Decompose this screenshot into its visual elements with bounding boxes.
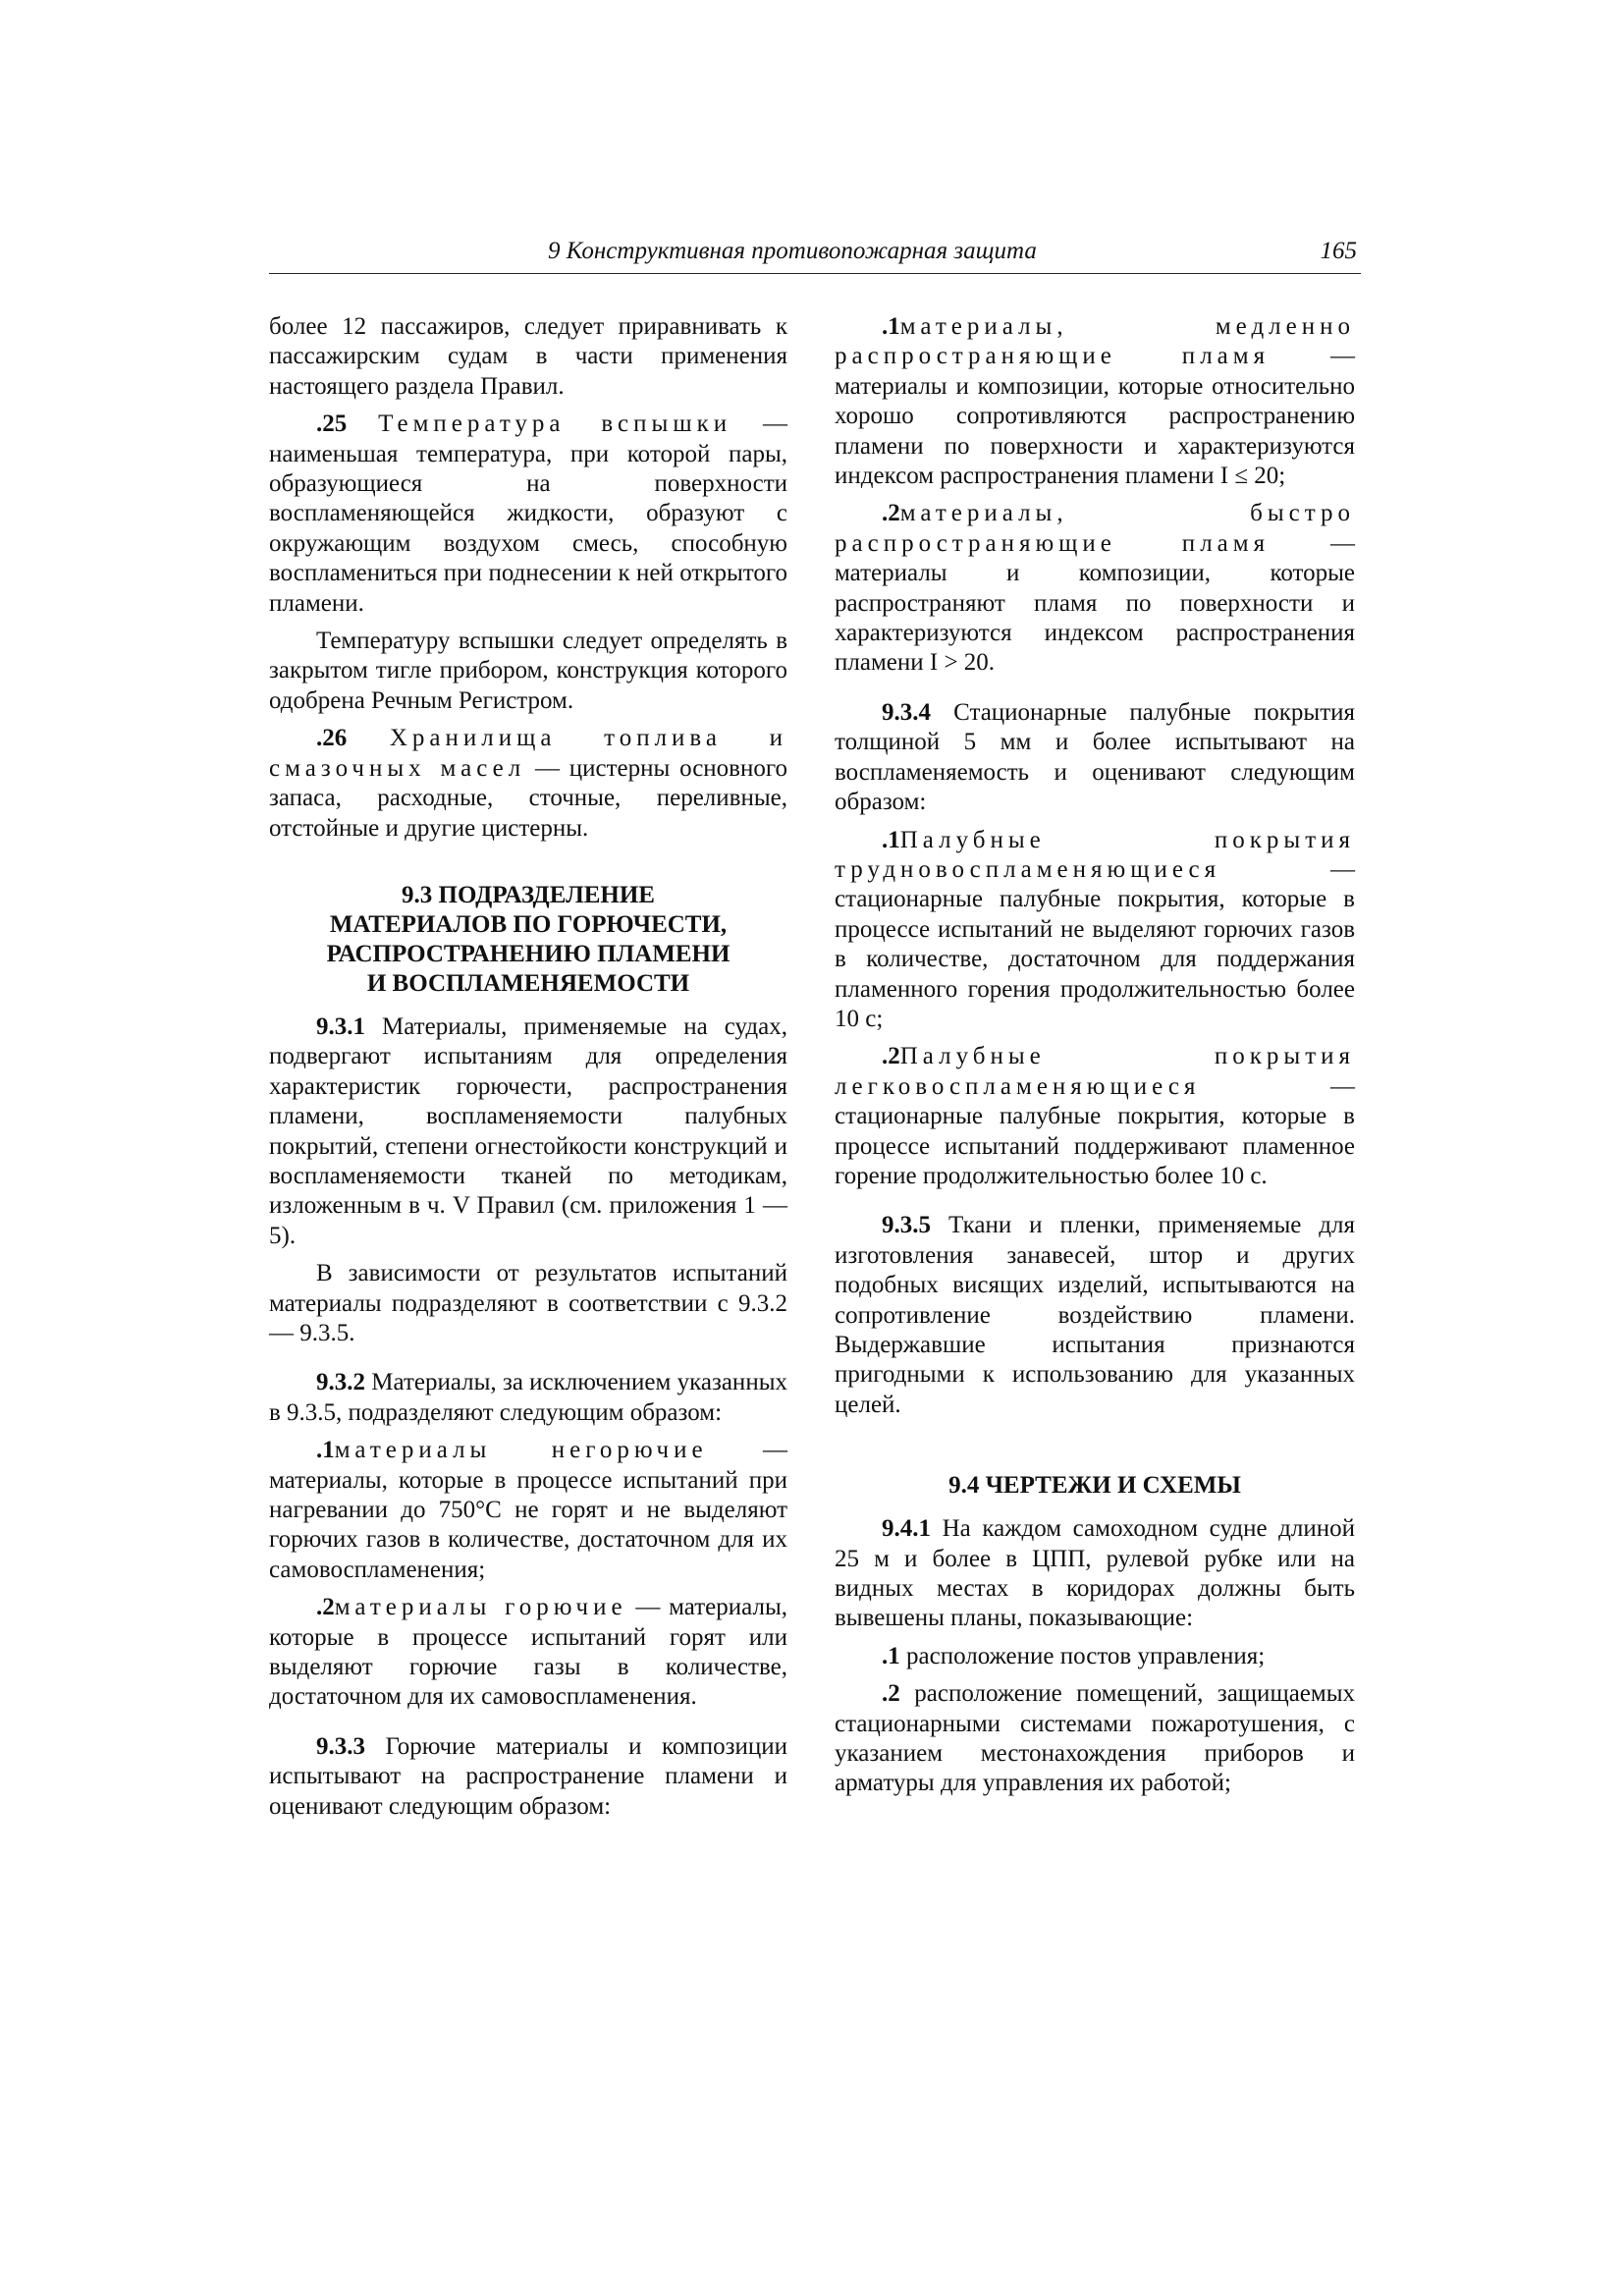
term: материалы негорючие: [334, 1437, 708, 1464]
paragraph-9-3-1: 9.3.1 Материалы, применяемые на судах, подвергают испытаниям для определения характеристик горючести, распространения пламени, воспламеняемости палубных покрытий, степени огнестойкости конструкций и воспламеняемости тканей по методикам, изложенным в ч. V Правил (см. приложения 1 — 5).: [269, 1012, 787, 1249]
section-heading-9-4: 9.4 ЧЕРТЕЖИ И СХЕМЫ: [948, 1472, 1241, 1500]
term: Температура вспышки: [378, 410, 732, 438]
term: материалы, быстро распространяющие пламя: [835, 500, 1355, 557]
term: Палубные покрытия легковоспламеняющиеся: [835, 1043, 1355, 1100]
list-item: .1материалы, медленно распространяющие пламя — материалы и композиции, которые относительно хорошо сопротивляются распространению пламени по поверхности и характеризуются индексом распространения пламени I ≤ 20;: [835, 313, 1356, 490]
list-item: .1 расположение постов управления;: [882, 1642, 1266, 1669]
list-item: .2материалы, быстро распространяющие пламя — материалы и композиции, которые распространяют пламя по поверхности и характеризуются индексом распространения пламени I > 20.: [835, 500, 1356, 677]
running-header: [269, 236, 1361, 274]
term: Хранилища топлива и смазочных масел: [269, 725, 788, 782]
paragraph: В зависимости от результатов испытаний материалы подразделяют в соответствии с 9.3.2 — 9.3.5.: [269, 1260, 787, 1346]
paragraph: более 12 пассажиров, следует приравнивать к пассажирским судам в части применения настоящего раздела Правил.: [269, 313, 787, 400]
paragraph-9-4-1: 9.4.1 На каждом самоходном судне длиной 25 м и более в ЦПП, рулевой рубке или на видных местах в коридорах должны быть вывешены планы, показывающие:: [835, 1515, 1355, 1632]
paragraph-9-3-3: 9.3.3 Горючие материалы и композиции испытывают на распространение пламени и оценивают следующим образом:: [269, 1732, 787, 1820]
list-item: .1материалы негорючие — материалы, которые в процессе испытаний при нагревании до 750°С не горят и не выделяют горючих газов в количестве, достаточном для их самовоспламенения;: [269, 1437, 787, 1583]
header-title: 9 Конструктивная противопожарная защита: [548, 238, 1037, 264]
list-item: .1Палубные покрытия трудновоспламеняющиеся — стационарные палубные покрытия, которые в процессе испытаний не выделяют горючих газов в количестве, достаточном для поддержания пламенного горения продолжительностью более 10 с;: [835, 826, 1355, 1032]
list-item: .2Палубные покрытия легковоспламеняющиеся — стационарные палубные покрытия, которые в процессе испытаний поддерживают пламенное горение продолжительностью более 10 с.: [835, 1043, 1355, 1189]
paragraph: Температуру вспышки следует определять в закрытом тигле прибором, конструкция которого одобрена Речным Регистром.: [269, 628, 787, 714]
paragraph-9-3-2: 9.3.2 Материалы, за исключением указанных в 9.3.5, подразделяют следующим образом:: [269, 1369, 787, 1426]
list-item: .2 расположение помещений, защищаемых стационарными системами пожаротушения, с указанием местонахождения приборов и арматуры для управления их работой;: [835, 1680, 1355, 1797]
paragraph-26: .26 Хранилища топлива и смазочных масел — цистерны основного запаса, расходные, сточные, переливные, отстойные и другие цистерны.: [269, 725, 788, 842]
term: материалы горючие: [334, 1594, 627, 1621]
list-item: .2материалы горючие — материалы, которые в процессе испытаний горят или выделяют горючие газы в количестве, достаточном для их самовоспламенения.: [269, 1594, 787, 1711]
page-number: 165: [1320, 238, 1357, 264]
right-column: [835, 312, 1355, 1799]
paragraph-9-3-5: 9.3.5 Ткани и пленки, применяемые для изготовления занавесей, штор и других подобных висящих изделий, испытываются на сопротивление воздействию пламени. Выдержавшие испытания признаются пригодными к использованию для указанных целей.: [835, 1212, 1355, 1418]
paragraph-25: .25 Температура вспышки — наименьшая температура, при которой пары, образующиеся на поверхности воспламеняющейся жидкости, образуют с окружающим воздухом смесь, способную воспламениться при поднесении к ней открытого пламени.: [269, 410, 788, 617]
left-column: [269, 312, 787, 1822]
term: Палубные покрытия трудновоспламеняющиеся: [835, 826, 1355, 883]
section-heading-9-3: 9.3 ПОДРАЗДЕЛЕНИЕ МАТЕРИАЛОВ ПО ГОРЮЧЕСТИ, РАСПРОСТРАНЕНИЮ ПЛАМЕНИ И ВОСПЛАМЕНЯЕМОСТИ: [326, 881, 730, 997]
term: материалы, медленно распространяющие пламя: [835, 313, 1355, 370]
paragraph-9-3-4: 9.3.4 Стационарные палубные покрытия толщиной 5 мм и более испытывают на воспламеняемость и оценивают следующим образом:: [835, 698, 1355, 816]
